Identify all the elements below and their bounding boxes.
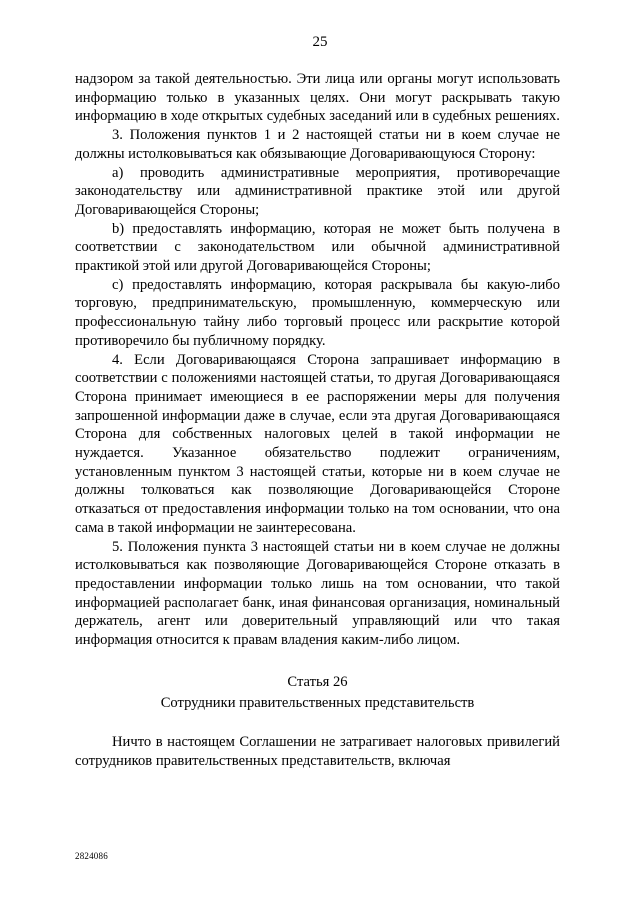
paragraph-item-5: 5. Положения пункта 3 настоящей статьи ни в коем случае не должны истолковываться как позволяющие Договаривающейся Стороне отказать в предоставлении информации только лишь на том основании, что такой информацией располагает банк, иная финансовая организация, номинальный держатель, агент или доверительный управляющий или что такая информация относится к правам владения каким-либо лицом. [75,538,560,649]
article-number: Статья 26 [287,673,348,690]
paragraph: надзором за такой деятельностью. Эти лица или органы могут использовать информацию только в указанных целях. Они могут раскрывать такую информацию в ходе открытых судебных заседаний или в судебных решениях. [75,71,560,125]
document-code: 2824086 [75,851,108,861]
subparagraph-b: b) предоставлять информацию, которая не может быть получена в соответствии с законодательством или обычной административной практикой этой или другой Договаривающейся Стороны; [75,220,560,275]
page-number: 25 [312,34,328,50]
subparagraph-a: a) проводить административные мероприятия, противоречащие законодательству или административной практике этой или другой Договаривающейся Стороны; [75,164,560,218]
subparagraph-c: c) предоставлять информацию, которая раскрывала бы какую-либо торговую, предпринимательскую, промышленную, коммерческую или профессиональную тайну либо торговый процесс или раскрытие которой противоречило бы публичному порядку. [75,276,560,349]
article-title: Сотрудники правительственных представительств [160,694,475,711]
paragraph-item-3: 3. Положения пунктов 1 и 2 настоящей статьи ни в коем случае не должны истолковываться как обязывающие Договаривающуюся Сторону: [75,127,560,162]
document-body [75,70,560,771]
paragraph-item-4: 4. Если Договаривающаяся Сторона запрашивает информацию в соответствии с положениями настоящей статьи, то другая Договаривающаяся Сторона принимает имеющиеся в ее распоряжении меры для получения запрошенной информации даже в случае, если эта другая Договаривающаяся Сторона для собственных налоговых целей в такой информации не нуждается. Указанное обязательство подлежит ограничениям, установленным пунктом 3 настоящей статьи, которые ни в коем случае не должны толковаться как позволяющие Договаривающейся Стороне отказаться от предоставления информации только на том основании, что она сама в такой информации не заинтересована. [75,351,560,536]
paragraph-article-26: Ничто в настоящем Соглашении не затрагивает налоговых привилегий сотрудников правительственных представительств, включая [75,734,560,769]
